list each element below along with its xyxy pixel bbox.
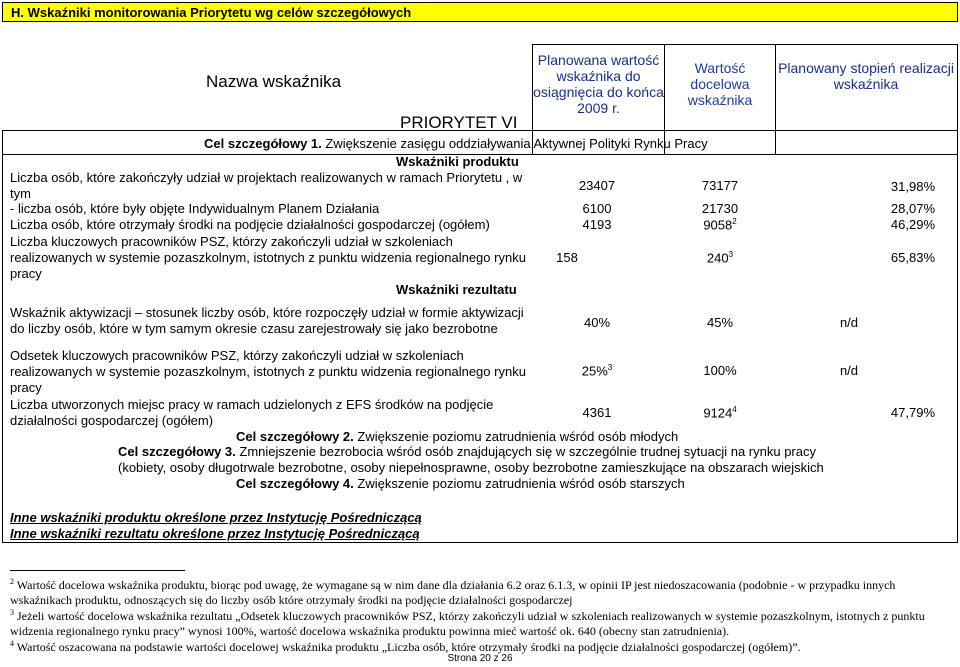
product-row-3-name: Liczba osób, które otrzymały środki na podjęcie działalności gospodarczej (ogółem) bbox=[10, 217, 490, 232]
product-indicators-header: Wskaźniki produktu bbox=[396, 154, 519, 169]
product-row-3-target: 9058$^2$ bbox=[703, 217, 737, 233]
product-row-4-planned: 158 bbox=[556, 250, 578, 265]
goal-3-label: Cel szczegółowy 3. bbox=[118, 444, 236, 459]
result-row-2-name: Odsetek kluczowych pracowników PSZ, którzy zakończyli udział w szkoleniach realizowanych w systemie pozaszkolnym, istotnych z punktu widzenia regionalnego rynku pracy bbox=[10, 348, 526, 395]
goal-3 bbox=[118, 444, 816, 460]
goal-2-text: Zwiększenie poziomu zatrudnienia wśród osób młodych bbox=[353, 429, 679, 444]
goal-4-label: Cel szczegółowy 4. bbox=[236, 476, 354, 491]
footnote-ref-2: 2 bbox=[732, 217, 737, 226]
footnote-ref-3b: 3 bbox=[607, 363, 613, 372]
goal-2-label: Cel szczegółowy 2. bbox=[236, 429, 354, 444]
goal-4-text: Zwiększenie poziomu zatrudnienia wśród osób starszych bbox=[353, 476, 685, 491]
table-bottom-border bbox=[2, 542, 958, 543]
product-row-4-target: $240^3$ bbox=[706, 250, 734, 266]
goal-4 bbox=[236, 476, 685, 492]
product-row-2-planned: 6100 bbox=[582, 201, 612, 216]
column-header-name: Nazwa wskaźnika bbox=[206, 72, 342, 91]
product-row-1-target: 73177 bbox=[701, 178, 739, 193]
result-row-3-target: 9124$^4$ bbox=[703, 405, 737, 421]
table-top-border bbox=[532, 44, 958, 45]
result-row-2-planned: 25%$^3$ bbox=[581, 363, 613, 379]
product-row-1-degree: 31,98% bbox=[890, 179, 935, 194]
goal-3-line2: (kobiety, osoby długotrwale bezrobotne, osoby niepełnosprawne, osoby bezrobotne zamieszkujące na obszarach wiejskich bbox=[118, 460, 824, 475]
result-row-1-target: 45% bbox=[706, 315, 734, 330]
column-header-degree: Planowany stopień realizacji wskaźnika bbox=[778, 60, 954, 92]
result-row-3-degree: 47,79% bbox=[890, 405, 935, 420]
product-row-4-name: Liczba kluczowych pracowników PSZ, którzy zakończyli udział w szkoleniach realizowanych w systemie pozaszkolnym, istotnych z punktu widzenia regionalnego rynku pracy bbox=[10, 234, 526, 281]
section-title: H. Wskaźniki monitorowania Priorytetu wg celów szczegółowych bbox=[2, 2, 958, 22]
page-number: Strona 20 z 26 bbox=[447, 653, 513, 664]
column-header-target: Wartość docelowa wskaźnika bbox=[687, 60, 753, 108]
result-row-2-degree: n/d bbox=[839, 363, 859, 378]
footnote-ref-3: 3 bbox=[728, 250, 734, 259]
priority-title: PRIORYTET VI bbox=[400, 113, 518, 132]
other-product-indicators: Inne wskaźniki produktu określone przez Instytucję Pośredniczącą bbox=[10, 510, 422, 525]
goal-3-text: Zmniejszenie bezrobocia wśród osób znajdujących się w szczególnie trudnej sytuacji na rynku pracy bbox=[235, 444, 816, 459]
footnote-separator bbox=[10, 570, 185, 571]
footnote-ref-4: 4 bbox=[732, 405, 737, 414]
product-row-3-degree: 46,29% bbox=[890, 217, 935, 232]
product-row-3-planned: 4193 bbox=[582, 217, 612, 232]
result-row-3-name: Liczba utworzonych miejsc pracy w ramach udzielonych z EFS środków na podjęcie działalności gospodarczej (ogółem) bbox=[10, 397, 494, 428]
other-result-indicators: Inne wskaźniki rezultatu określone przez Instytucję Pośredniczącą bbox=[10, 526, 420, 541]
goal-1 bbox=[204, 136, 708, 152]
result-indicators-header: Wskaźniki rezultatu bbox=[396, 282, 517, 297]
product-row-4-degree: 65,83% bbox=[890, 250, 935, 265]
result-row-1-name: Wskaźnik aktywizacji – stosunek liczby osób, które rozpoczęły udział w formie aktywizacji do liczby osób, które w tym samym okresie czasu zarejestrowały się jako bezrobotne bbox=[10, 305, 524, 336]
footnote-3: $^3$ Jeżeli wartość docelowa wskaźnika rezultatu „Odsetek kluczowych pracowników PSZ, którzy zakończyli udział w szkoleniach realizowanych w systemie pozaszkolnym, istotnych z punktu widzenia regionalnego rynku pracy” wynosi 100%, wartość docelowa wskaźnika produktu powinna mieć wartość ok. 640 (obecny stan zatrudnienia). bbox=[10, 608, 925, 638]
product-row-2-name: - liczba osób, które były objęte Indywidualnym Planem Działania bbox=[10, 201, 380, 216]
result-row-3-planned: 4361 bbox=[582, 405, 612, 420]
goal-1-text: Zwiększenie zasięgu oddziaływania Aktywnej Polityki Rynku Pracy bbox=[321, 136, 708, 151]
goal-1-label: Cel szczegółowy 1. bbox=[204, 136, 322, 151]
result-row-2-target: 100% bbox=[703, 363, 737, 378]
footnote-4: $^4$ Wartość oszacowana na podstawie wartości docelowej wskaźnika produktu „Liczba osób, które otrzymały środki na podjęcie działalności gospodarczej (ogółem)”. bbox=[10, 639, 801, 654]
product-row-1-name: Liczba osób, które zakończyły udział w projektach realizowanych w ramach Priorytetu , w tym bbox=[10, 170, 523, 201]
product-row-1-planned: 23407 bbox=[578, 178, 616, 193]
product-row-2-target: 21730 bbox=[701, 201, 739, 216]
result-row-1-planned: 40% bbox=[583, 315, 611, 330]
product-row-2-degree: 28,07% bbox=[890, 201, 935, 216]
result-row-1-degree: n/d bbox=[839, 315, 859, 330]
column-header-planned: Planowana wartość wskaźnika do osiągnięcia do końca 2009 r. bbox=[533, 52, 664, 116]
footnote-2: $^2$ Wartość docelowa wskaźnika produktu, biorąc pod uwagę, że wymagane są w nim dane dla działania 6.2 oraz 6.1.3, w opinii IP jest niedoszacowania (podobnie - w przypadku innych wskaźnikach produktu, odnoszących się do liczby osób które otrzymały środki na podjęcie działalności gospodarczej bbox=[10, 577, 896, 607]
goal-2 bbox=[236, 429, 678, 445]
